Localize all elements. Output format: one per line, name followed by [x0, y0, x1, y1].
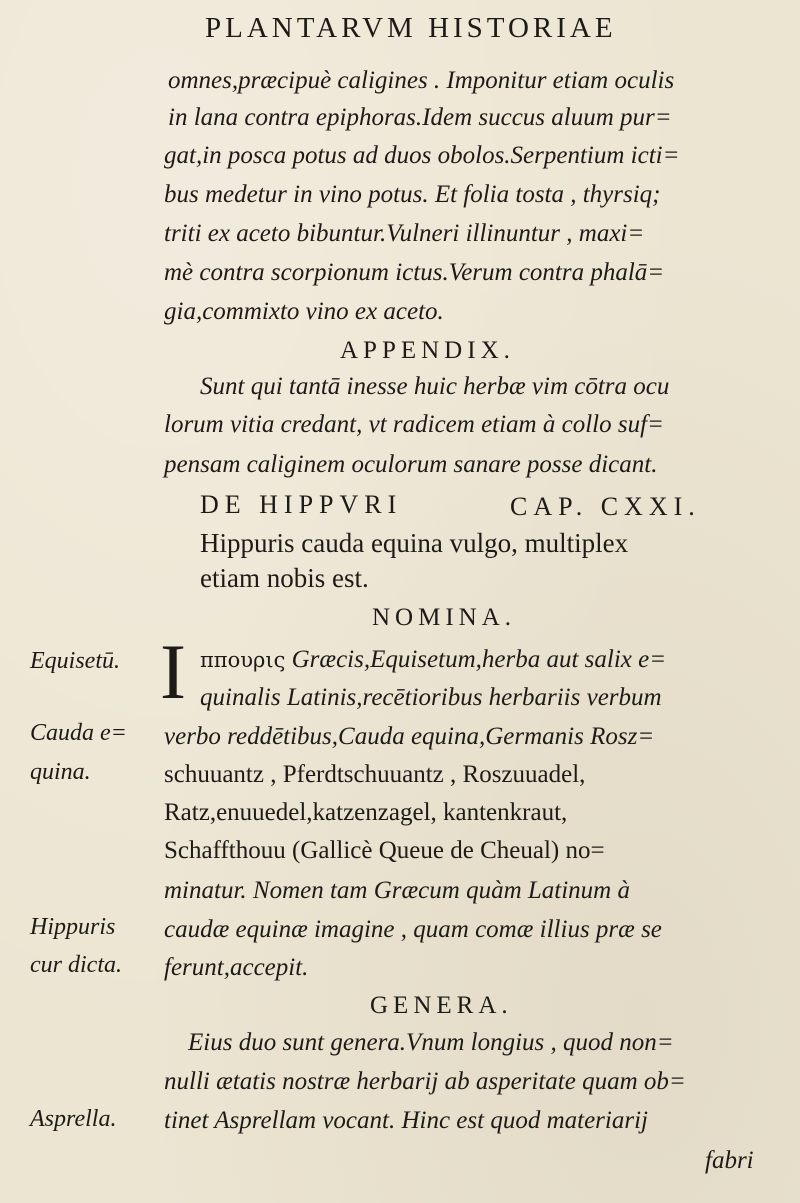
nomina-line: caudæ equinæ imagine , quam comæ illius præ se [164, 916, 662, 943]
genera-line: tinet Asprellam vocant. Hinc est quod materiarij [164, 1107, 648, 1134]
running-head: PLANTARVM HISTORIAE [205, 12, 617, 44]
nomina-line: Ratz,enuuedel,katzenzagel, kantenkraut, [164, 799, 568, 826]
nomina-line: minatur. Nomen tam Græcum quàm Latinum à [164, 877, 630, 904]
margin-note-hippuris: Hippuris [30, 914, 116, 940]
body-line: mè contra scorpionum ictus.Verum contra phalā= [164, 259, 665, 286]
nomina-line: verbo reddētibus,Cauda equina,Germanis Rosz= [164, 723, 655, 750]
body-line: bus medetur in vino potus. Et folia tosta , thyrsiq; [164, 181, 661, 208]
chapter-title-left: DE HIPPVRI [200, 490, 403, 519]
margin-note-equisetum: Equisetū. [30, 648, 120, 674]
body-line: omnes,præcipuè caligines . Imponitur etiam oculis [168, 67, 675, 94]
margin-note-cauda: quina. [30, 759, 91, 785]
nomina-line [200, 645, 666, 675]
genera-line: Eius duo sunt genera.Vnum longius , quod non= [188, 1029, 674, 1056]
body-line: gat,in posca potus ad duos obolos.Serpentium icti= [164, 142, 680, 169]
nomina-line: quinalis Latinis,recētioribus herbariis verbum [200, 684, 662, 711]
margin-note-hippuris: cur dicta. [30, 952, 122, 978]
appendix-line: pensam caliginem oculorum sanare posse dicant. [164, 451, 658, 478]
body-line: in lana contra epiphoras.Idem succus aluum pur= [168, 104, 672, 131]
nomina-heading: NOMINA. [372, 604, 517, 631]
genera-line: nulli ætatis nostræ herbarij ab asperitate quam ob= [164, 1068, 686, 1095]
body-line: gia,commixto vino ex aceto. [164, 298, 444, 325]
genera-heading: GENERA. [370, 992, 513, 1019]
margin-note-cauda: Cauda e= [30, 720, 127, 746]
nomina-line: ferunt,accepit. [164, 954, 309, 981]
chapter-title-right: CAP. CXXI. [510, 492, 701, 521]
chapter-line: etiam nobis est. [200, 563, 369, 593]
margin-note-asprella: Asprella. [30, 1106, 117, 1132]
nomina-line: Schaffthouu (Gallicè Queue de Cheual) no= [164, 837, 605, 864]
nomina-line: schuuantz , Pferdtschuuantz , Roszuuadel, [164, 761, 586, 788]
appendix-line: lorum vitia credant, vt radicem etiam à collo suf= [164, 411, 664, 438]
greek-word: ππουρις [200, 648, 286, 672]
body-line: triti ex aceto bibuntur.Vulneri illinuntur , maxi= [164, 220, 645, 247]
chapter-line: Hippuris cauda equina vulgo, multiplex [200, 528, 629, 558]
drop-cap: I [160, 628, 186, 715]
nomina-line-rest: Græcis,Equisetum,herba aut salix e= [285, 646, 667, 673]
catchword: fabri [705, 1147, 754, 1174]
appendix-heading: APPENDIX. [340, 337, 515, 364]
appendix-line: Sunt qui tantā inesse huic herbæ vim cōtra ocu [200, 373, 670, 400]
